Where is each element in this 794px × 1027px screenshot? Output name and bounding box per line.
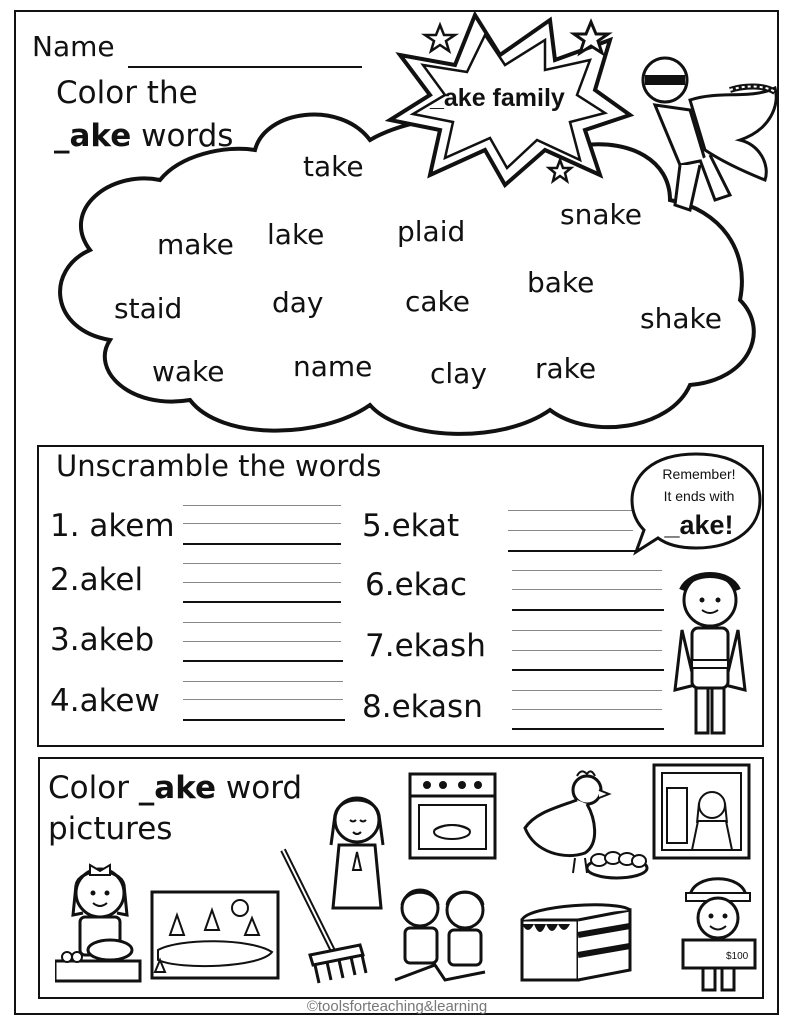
- answer-line-6[interactable]: [512, 609, 664, 611]
- unscramble-title: Unscramble the words: [56, 449, 382, 483]
- cloud-word-plaid[interactable]: plaid: [397, 215, 466, 248]
- scramble-item-1: 1. akem: [50, 508, 175, 544]
- scramble-item-5: 5.ekat: [362, 508, 460, 544]
- writing-guide-line: [183, 622, 341, 623]
- answer-line-8[interactable]: [512, 728, 664, 730]
- two-kids-picture[interactable]: [385, 880, 500, 990]
- copyright-footer: ©toolsforteaching&learning: [306, 998, 488, 1015]
- writing-guide-line: [508, 530, 633, 531]
- bubble-line-3: _ake!: [664, 510, 734, 540]
- price-sign-text: $100: [726, 951, 749, 962]
- flying-superhero-illustration: [630, 30, 780, 230]
- bubble-line-2: It ends with: [663, 488, 735, 504]
- boy-price-sign-picture[interactable]: [678, 868, 760, 993]
- writing-guide-line: [183, 641, 341, 642]
- scramble-item-6: 6.ekac: [365, 567, 468, 603]
- cloud-word-wake[interactable]: wake: [152, 355, 225, 388]
- praying-girl-picture[interactable]: [325, 790, 390, 915]
- cloud-word-staid[interactable]: staid: [114, 292, 183, 325]
- cloud-word-cake[interactable]: cake: [405, 285, 470, 318]
- writing-guide-line: [512, 650, 662, 651]
- word-label: word: [216, 770, 303, 806]
- writing-guide-line: [512, 570, 662, 571]
- cloud-word-lake[interactable]: lake: [267, 218, 325, 251]
- scramble-item-2: 2.akel: [50, 562, 144, 598]
- writing-guide-line: [183, 582, 341, 583]
- pictures-instruction: [48, 768, 302, 850]
- answer-line-3[interactable]: [183, 660, 343, 662]
- writing-guide-line: [512, 690, 662, 691]
- cloud-word-bake[interactable]: bake: [527, 266, 595, 299]
- cloud-word-snake[interactable]: snake: [560, 198, 642, 231]
- scramble-item-4: 4.akew: [50, 683, 160, 719]
- bubble-line-1: Remember!: [662, 466, 736, 482]
- badge-title: _ake family: [430, 84, 565, 112]
- chicken-eggs-picture[interactable]: [515, 768, 650, 883]
- writing-guide-line: [512, 630, 662, 631]
- color-label: Color: [48, 770, 139, 806]
- writing-guide-line: [508, 510, 633, 511]
- writing-guide-line: [512, 709, 662, 710]
- scramble-item-3: 3.akeb: [50, 622, 155, 658]
- girl-superhero-illustration: [660, 560, 760, 745]
- ake-blank: _ake: [138, 770, 217, 806]
- ake-blank: _ake: [54, 118, 132, 154]
- writing-guide-line: [512, 589, 662, 590]
- cloud-word-day[interactable]: day: [272, 286, 324, 319]
- star-icon: [425, 25, 455, 51]
- lake-picture[interactable]: [150, 890, 280, 980]
- pictures-label: pictures: [48, 811, 173, 847]
- oven-pie-picture[interactable]: [405, 772, 500, 862]
- answer-line-5[interactable]: [508, 550, 636, 552]
- answer-line-2[interactable]: [183, 601, 341, 603]
- cloud-instruction-line1: Color the: [56, 75, 198, 111]
- cloud-word-take[interactable]: take: [303, 150, 364, 183]
- cloud-word-clay[interactable]: clay: [430, 357, 487, 390]
- star-icon: [549, 160, 571, 181]
- writing-guide-line: [183, 681, 343, 682]
- answer-line-1[interactable]: [183, 543, 341, 545]
- scramble-item-8: 8.ekasn: [362, 689, 483, 725]
- name-writing-line[interactable]: [128, 66, 362, 68]
- cloud-word-name[interactable]: name: [293, 350, 373, 383]
- girl-baking-picture[interactable]: [55, 855, 145, 985]
- writing-guide-line: [183, 699, 343, 700]
- words-label: words: [131, 118, 234, 154]
- answer-line-7[interactable]: [512, 669, 664, 671]
- cake-picture[interactable]: [518, 900, 636, 985]
- name-label: Name: [32, 30, 115, 63]
- writing-guide-line: [183, 523, 341, 524]
- cloud-word-rake[interactable]: rake: [535, 352, 597, 385]
- cloud-word-shake[interactable]: shake: [640, 302, 722, 335]
- scramble-item-7: 7.ekash: [365, 628, 486, 664]
- writing-guide-line: [183, 563, 341, 564]
- window-girl-picture[interactable]: [652, 763, 752, 861]
- writing-guide-line: [183, 505, 341, 506]
- answer-line-4[interactable]: [183, 719, 345, 721]
- cloud-word-make[interactable]: make: [157, 228, 234, 261]
